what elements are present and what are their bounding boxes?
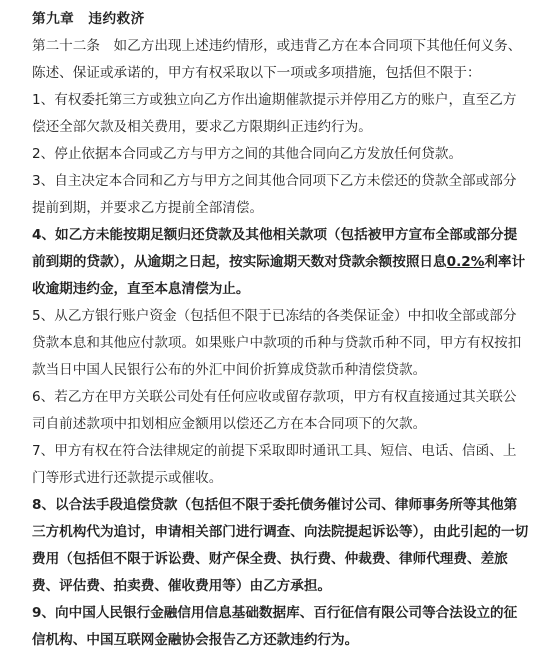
clause-5: 5、从乙方银行账户资金（包括但不限于已冻结的各类保证金）中扣收全部或部分贷款本息和其他应付款项。如果账户中款项的币种与贷款币种不同，甲方有权按扣款当日中国人民银行公布的外汇中间价折算成贷款币种清偿贷款。 [32, 308, 522, 378]
clause-2: 2、停止依据本合同或乙方与甲方之间的其他合同向乙方发放任何贷款。 [32, 146, 463, 162]
daily-interest-rate: 0.2% [446, 254, 485, 270]
clause-4-text-before: 4、如乙方未能按期足额归还贷款及其他相关款项（包括被甲方宣布全部或部分提前到期的贷款），从逾期之日起，按实际逾期天数对贷款余额按照日息 [32, 227, 518, 270]
clause-6: 6、若乙方在甲方关联公司处有任何应收或留存款项，甲方有权直接通过其关联公司自前述款项中扣划相应金额用以偿还乙方在本合同项下的欠款。 [32, 389, 517, 432]
clause-8: 8、以合法手段追偿贷款（包括但不限于委托债务催讨公司、律师事务所等其他第三方机构代为追讨，申请相关部门进行调查、向法院提起诉讼等），由此引起的一切费用（包括但不限于诉讼费、财产保全费、执行费、仲裁费、律师代理费、差旅费、评估费、拍卖费、催收费用等）由乙方承担。 [32, 497, 529, 594]
clause-9: 9、向中国人民银行金融信用信息基础数据库、百行征信有限公司等合法设立的征信机构、中国互联网金融协会报告乙方还款违约行为。 [32, 605, 518, 648]
clause-1: 1、有权委托第三方或独立向乙方作出逾期催款提示并停用乙方的账户，直至乙方偿还全部欠款及相关费用，要求乙方限期纠正违约行为。 [32, 92, 517, 135]
clause-4-text-after: 利率计收逾期违约金，直至本息清偿为止。 [32, 254, 526, 297]
clause-3: 3、自主决定本合同和乙方与甲方之间其他合同项下乙方未偿还的贷款全部或部分提前到期，并要求乙方提前全部清偿。 [32, 173, 517, 216]
article-intro: 第二十二条 如乙方出现上述违约情形，或违背乙方在本合同项下其他任何义务、陈述、保证或承诺的，甲方有权采取以下一项或多项措施，包括但不限于： [32, 38, 522, 81]
clause-4 [32, 222, 530, 303]
clause-7: 7、甲方有权在符合法律规定的前提下采取即时通讯工具、短信、电话、信函、上门等形式进行还款提示或催收。 [32, 443, 517, 486]
chapter-title: 第九章 违约救济 [32, 11, 145, 27]
